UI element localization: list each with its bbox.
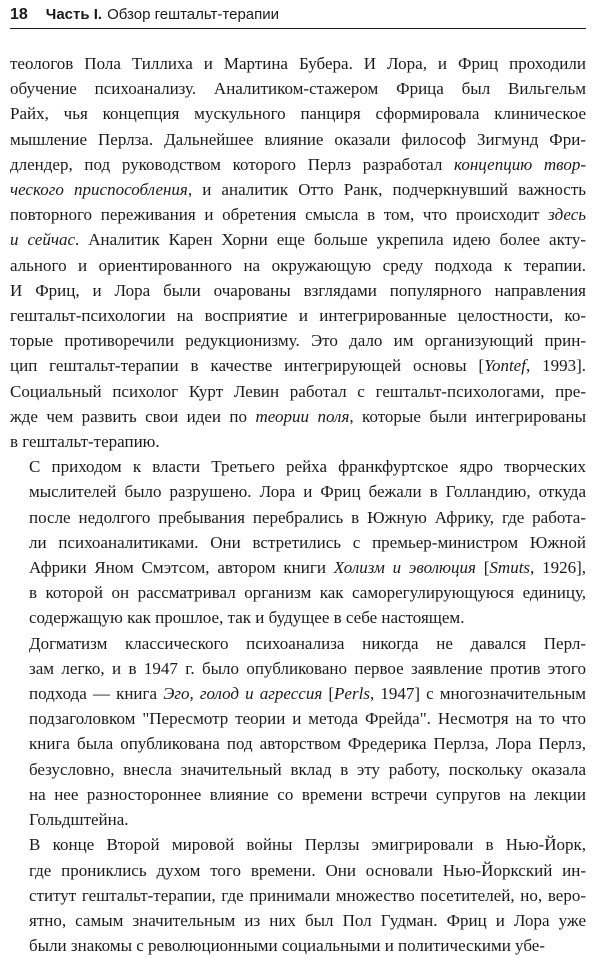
italic-run: Perls bbox=[334, 684, 370, 704]
text-line bbox=[10, 278, 586, 303]
italic-run: Smuts bbox=[489, 558, 531, 578]
text-line bbox=[10, 303, 586, 328]
italic-run: Yontef bbox=[484, 356, 526, 376]
paragraph bbox=[10, 832, 586, 958]
text-line bbox=[10, 479, 586, 504]
text-line bbox=[10, 530, 586, 555]
text-run: цип гештальт-терапии в качестве интегрирующей основы [ bbox=[10, 356, 485, 376]
text-line bbox=[10, 631, 586, 656]
paragraph bbox=[10, 454, 586, 630]
text-run: , 1993]. bbox=[525, 356, 586, 376]
text-line bbox=[10, 76, 586, 101]
text-run: подхода — книга bbox=[29, 684, 164, 704]
text-run: подзаголовком "Пересмотр теории и метода Фрейда". Несмотря на то что bbox=[29, 709, 586, 729]
text-run: в которой он рассматривал организм как саморегулирующуюся единицу, bbox=[29, 583, 586, 603]
text-line bbox=[10, 706, 586, 731]
text-run: Догматизм классического психоанализа никогда не давался Перл- bbox=[29, 633, 586, 653]
text-line bbox=[10, 152, 586, 177]
text-run: повторного переживания и обретения смысла в том, что происходит bbox=[10, 205, 549, 225]
text-line bbox=[10, 127, 586, 152]
text-run: мыслителей было разрушено. Лора и Фриц бежали в Голландию, откуда bbox=[29, 482, 586, 502]
text-run: в гештальт-терапию. bbox=[10, 432, 160, 452]
part-label: Часть I. bbox=[45, 6, 103, 23]
text-run: ститут гештальт-терапии, где принимали множество посетителей, но, веро- bbox=[29, 885, 586, 905]
text-run: С приходом к власти Третьего рейха франкфуртское ядро творческих bbox=[29, 457, 586, 477]
body-text bbox=[10, 51, 586, 958]
text-line bbox=[10, 757, 586, 782]
text-run: после недолгого пребывания перебрались в Южную Африку, где работа- bbox=[29, 507, 586, 527]
text-run: книга была опубликована под авторством Фредерика Перлза, Лора Перлз, bbox=[29, 734, 586, 754]
text-run: , 1947] с многозначительным bbox=[369, 684, 586, 704]
text-run: безусловно, внесла значительный вклад в эту работу, поскольку оказала bbox=[29, 759, 586, 779]
italic-run: здесь bbox=[548, 205, 586, 225]
text-line bbox=[10, 933, 586, 958]
text-run: , и аналитик Отто Ранк, подчеркнувший важность bbox=[187, 180, 586, 200]
text-line bbox=[10, 505, 586, 530]
text-run: гештальт-психологии на восприятие и интегрированные целостности, ко- bbox=[10, 306, 586, 326]
italic-run: Холизм и эволюция bbox=[333, 558, 476, 578]
text-run: [ bbox=[475, 558, 490, 578]
text-line bbox=[10, 353, 586, 378]
text-run: Африки Яном Смэтсом, автором книги bbox=[29, 558, 334, 578]
text-line bbox=[10, 807, 586, 832]
text-line bbox=[10, 858, 586, 883]
paragraph bbox=[10, 51, 586, 454]
text-line bbox=[10, 731, 586, 756]
text-run: , которые были интегрированы bbox=[349, 406, 586, 426]
text-line bbox=[10, 177, 586, 202]
text-run: были знакомы с революционными социальными и политическими убе- bbox=[29, 936, 545, 956]
italic-run: ческого приспособления bbox=[10, 180, 188, 200]
text-run: жде чем развить свои идеи по bbox=[10, 406, 256, 426]
text-run: В конце Второй мировой войны Перлзы эмигрировали в Нью-Йорк, bbox=[29, 835, 586, 855]
text-run: ятно, самым значительным из них был Пол Гудман. Фриц и Лора уже bbox=[29, 910, 586, 930]
text-line bbox=[10, 227, 586, 252]
text-line bbox=[10, 883, 586, 908]
text-run: мышление Перлза. Дальнейшее влияние оказали философ Зигмунд Фри- bbox=[10, 129, 586, 149]
text-run: на нее разностороннее влияние со времени встречи супругов на лекции bbox=[29, 784, 586, 804]
text-run: Райх, чья концепция мускульного панциря сформировала клиническое bbox=[10, 104, 586, 124]
part-title: Обзор гештальт-терапии bbox=[107, 6, 280, 23]
text-line bbox=[10, 782, 586, 807]
text-line bbox=[10, 908, 586, 933]
text-run: ли психоаналитиками. Они встретились с премьер-министром Южной bbox=[29, 532, 586, 552]
text-line bbox=[10, 253, 586, 278]
text-run: зам легко, и в 1947 г. было опубликовано первое заявление против этого bbox=[29, 658, 586, 678]
text-line bbox=[10, 656, 586, 681]
text-line bbox=[10, 832, 586, 857]
italic-run: концепцию твор- bbox=[454, 154, 586, 174]
running-header bbox=[10, 4, 586, 29]
text-run: [ bbox=[322, 684, 335, 704]
text-run: , 1926], bbox=[530, 558, 586, 578]
text-line bbox=[10, 454, 586, 479]
text-line bbox=[10, 202, 586, 227]
text-line bbox=[10, 404, 586, 429]
text-run: торые противоречили редукционизму. Это дало им организующий прин- bbox=[10, 331, 586, 351]
text-run: обучение психоанализу. Аналитиком-стажером Фрица был Вильгельм bbox=[10, 79, 586, 99]
italic-run: теории поля bbox=[255, 406, 350, 426]
text-line bbox=[10, 580, 586, 605]
page-number: 18 bbox=[10, 6, 28, 23]
text-run: длендер, под руководством которого Перлз разработал bbox=[10, 154, 455, 174]
text-line bbox=[10, 555, 586, 580]
text-line bbox=[10, 605, 586, 630]
text-line bbox=[10, 101, 586, 126]
text-line bbox=[10, 328, 586, 353]
italic-run: Эго, голод и агрессия bbox=[163, 684, 323, 704]
paragraph bbox=[10, 631, 586, 833]
text-run: . Аналитик Карен Хорни еще больше укрепила идею более акту- bbox=[75, 230, 586, 250]
text-run: Гольдштейна. bbox=[29, 810, 129, 830]
text-line bbox=[10, 681, 586, 706]
text-line bbox=[10, 379, 586, 404]
text-run: где прониклись духом того времени. Они основали Нью-Йоркский ин- bbox=[29, 860, 586, 880]
text-run: ального и ориентированного на окружающую среду подхода к терапии. bbox=[10, 255, 586, 275]
text-run: И Фриц, и Лора были очарованы взглядами популярного направления bbox=[10, 280, 586, 300]
text-run: Социальный психолог Курт Левин работал с гештальт-психологами, пре- bbox=[10, 381, 586, 401]
text-line bbox=[10, 429, 586, 454]
italic-run: и сейчас bbox=[10, 230, 75, 250]
text-run: теологов Пола Тиллиха и Мартина Бубера. И Лора, и Фриц проходили bbox=[10, 54, 586, 73]
text-run: содержащую как прошлое, так и будущее в себе настоящем. bbox=[29, 608, 465, 628]
text-line bbox=[10, 51, 586, 76]
